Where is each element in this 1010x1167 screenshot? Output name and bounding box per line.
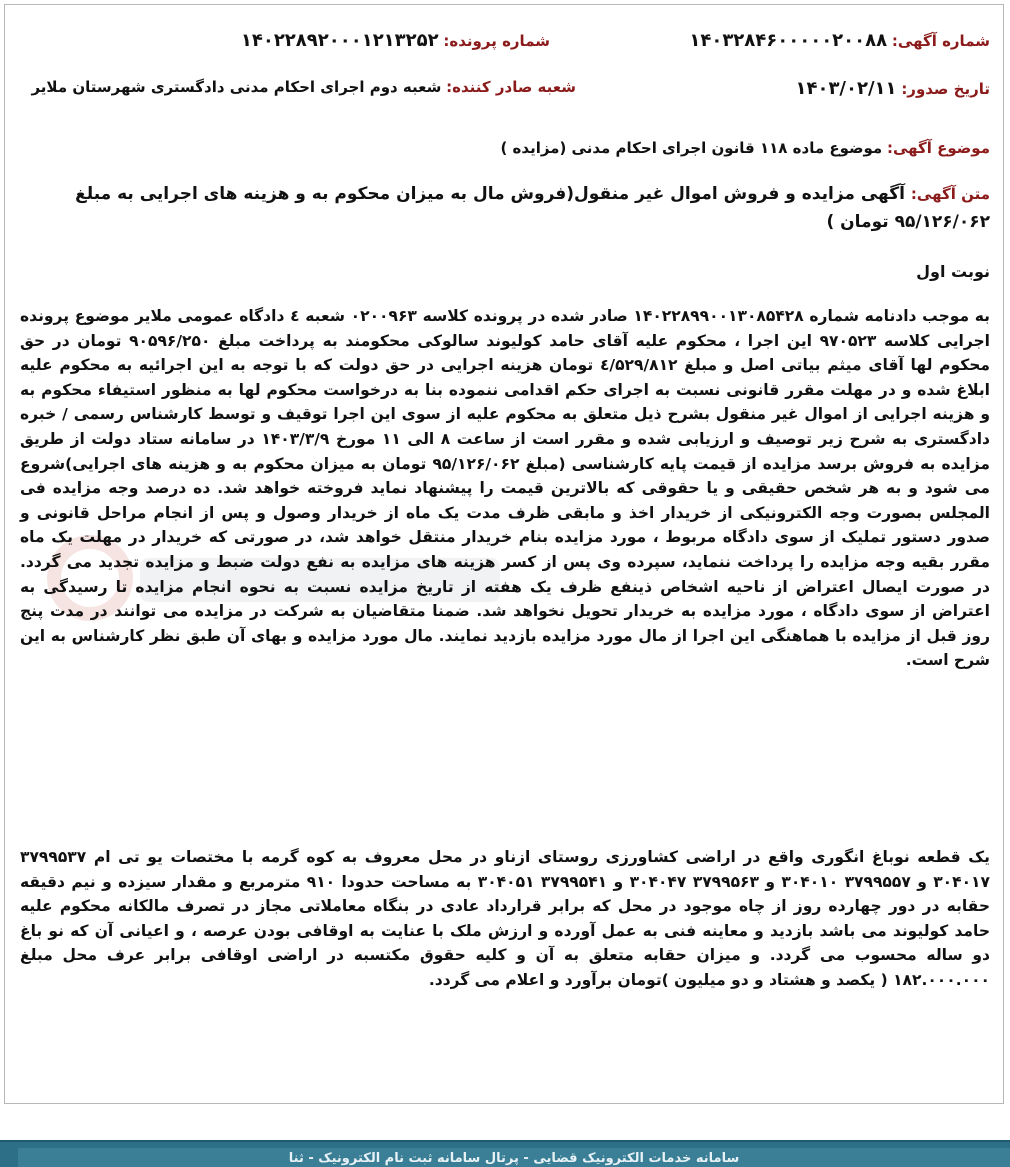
ad-paragraph-property: یک قطعه نوباغ انگوری واقع در اراضی کشاورزی روستای ازناو در محل معروف به کوه گرمه با مختصات یو تی ام ۳۷۹۹۵۳۷ ۳۰۴۰۱۷ و ۳۷۹۹۵۵۷ ۳۰۴۰۱۰ و ۳۷۹۹۵۶۳ ۳۰۴۰۴۷ و ۳۷۹۹۵۴۱ ۳۰۴۰۵۱ به مساحت حدودا ۹۱۰ مترمربع و مقدار سیزده و نیم دقیقه حقابه در دور چهارده روز از چاه موجود در محل که برابر قرارداد عادی در بنگاه معاملاتی مجاز در تصرف مالکانه محکوم علیه حامد کولیوند می باشد بازدید و معاینه فنی به عمل آورده و ارزش ملک با عنایت به اوقافی بودن عرصه ، و اعیانی آن که نو باغ دو ساله محسوب می گردد. و میزان حقابه متعلق به آن و کلیه حقوق مکتسبه در اراضی اوقافی برابر عرف محل مبلغ ۱۸۲.۰۰۰.۰۰۰ ( یکصد و هشتاد و دو میلیون )تومان برآورد و اعلام می گردد. (20, 848, 990, 989)
issue-date-value: ۱۴۰۳/۰۲/۱۱ (795, 78, 897, 99)
ad-text-label: متن آگهی: (910, 185, 990, 203)
issue-date-label: تاریخ صدور: (901, 80, 990, 98)
round-label: نوبت اول (916, 262, 990, 281)
subject-label: موضوع آگهی: (886, 139, 990, 157)
issuer (31, 78, 576, 96)
case-number (241, 30, 550, 51)
ad-text-intro-value: آگهی مزایده و فروش اموال غیر منقول(فروش مال به میزان محکوم به و هزینه های اجرایی به مبلغ ۹۵/۱۲۶/۰۶۲ تومان ) (75, 184, 990, 232)
footer-bar (0, 1140, 1010, 1167)
ad-text-intro (30, 180, 990, 236)
issue-date (795, 78, 990, 99)
issuer-label: شعبه صادر کننده: (446, 78, 576, 96)
ad-number (689, 30, 990, 51)
ad-paragraph-main: به موجب دادنامه شماره ۱۴۰۲۲۸۹۹۰۰۱۳۰۸۵۴۲۸ صادر شده در پرونده کلاسه ۰۲۰۰۹۶۳ شعبه ٤ دادگاه عمومی ملایر موضوع پرونده اجرایی کلاسه ۹۷۰۵۲۳ این اجرا ، محکوم علیه آقای حامد کولیوند سالوکی محکومند به پرداخت مبلغ ۹۰۵۹۶/۲۵۰ تومان در حق محکوم لها آقای میثم بیاتی اصل و مبلغ ٤/۵۲۹/۸۱۲ تومان هزینه اجرایی در حق دولت که با توجه به این اجرائیه به محکوم علیه ابلاغ شده و در مهلت مقرر قانونی نسبت به اجرای حکم اقدامی ننموده بنا به درخواست محکوم لها به منظور استیفاء محکوم به و هزینه اجرایی از اموال غیر منقول بشرح ذیل متعلق به محکوم علیه از سوی این اجرا توقیف و توسط کارشناس رسمی / خبره دادگستری به شرح زیر توصیف و ارزیابی شده و مقرر است از ساعت ۸ الی ۱۱ مورخ ۱۴۰۳/۳/۹ در سامانه ستاد دولت از طریق مزایده به فروش برسد مزایده از قیمت پایه کارشناسی (مبلغ ۹۵/۱۲۶/۰۶۲ تومان به میزان محکوم به و هزینه های اجرایی)شروع می شود و به هر شخص حقیقی و یا حقوقی که بالاترین قیمت را پیشنهاد نماید فروخته خواهد شد. ده درصد وجه مزایده فی المجلس بصورت وجه الکترونیکی از خریدار اخذ و مابقی ظرف مدت یک ماه از خریدار وصول و پس از انجام مراحل قانونی و صدور دستور تملیک از سوی دادگاه مربوط ، مورد مزایده بنام خریدار منتقل خواهد شد، در صورتی که خریدار در مهلت یک ماه مقرر بقیه وجه مزایده را پرداخت ننماید، سپرده وی پس از کسر هزینه های مزایده به نفع دولت ضبط و مزایده تجدید می گردد. در صورت ایصال اعتراض از ناحیه اشخاص ذینفع ظرف یک هفته از تاریخ مزایده نسبت به نحوه انجام مزایده تا رسیدگی به اعتراض از سوی دادگاه ، مورد مزایده به خریدار تحویل نخواهد شد. ضمنا متقاضیان به شرکت در مزایده می توانند در مدت پنج روز قبل از مزایده با هماهنگی این اجرا از مال مورد مزایده بازدید نمایند. مال مورد مزایده و بهای آن طبق نظر کارشناس به این شرح است. (20, 307, 991, 670)
subject-value: موضوع ماده ۱۱۸ قانون اجرای احکام مدنی (مزایده ) (500, 139, 883, 157)
case-number-value: ۱۴۰۲۲۸۹۲۰۰۰۱۲۱۳۲۵۲ (240, 30, 439, 51)
ad-number-label: شماره آگهی: (891, 32, 990, 50)
subject (500, 139, 990, 157)
issuer-value: شعبه دوم اجرای احکام مدنی دادگستری شهرستان ملایر (31, 78, 442, 96)
ad-number-value: ۱۴۰۳۲۸۴۶۰۰۰۰۰۲۰۰۸۸ (689, 30, 888, 51)
case-number-label: شماره پرونده: (443, 32, 550, 50)
footer-text: سامانه خدمات الکترونیک قضایی - پرتال سامانه ثبت نام الکترونیک - ثنا (18, 1148, 1010, 1167)
